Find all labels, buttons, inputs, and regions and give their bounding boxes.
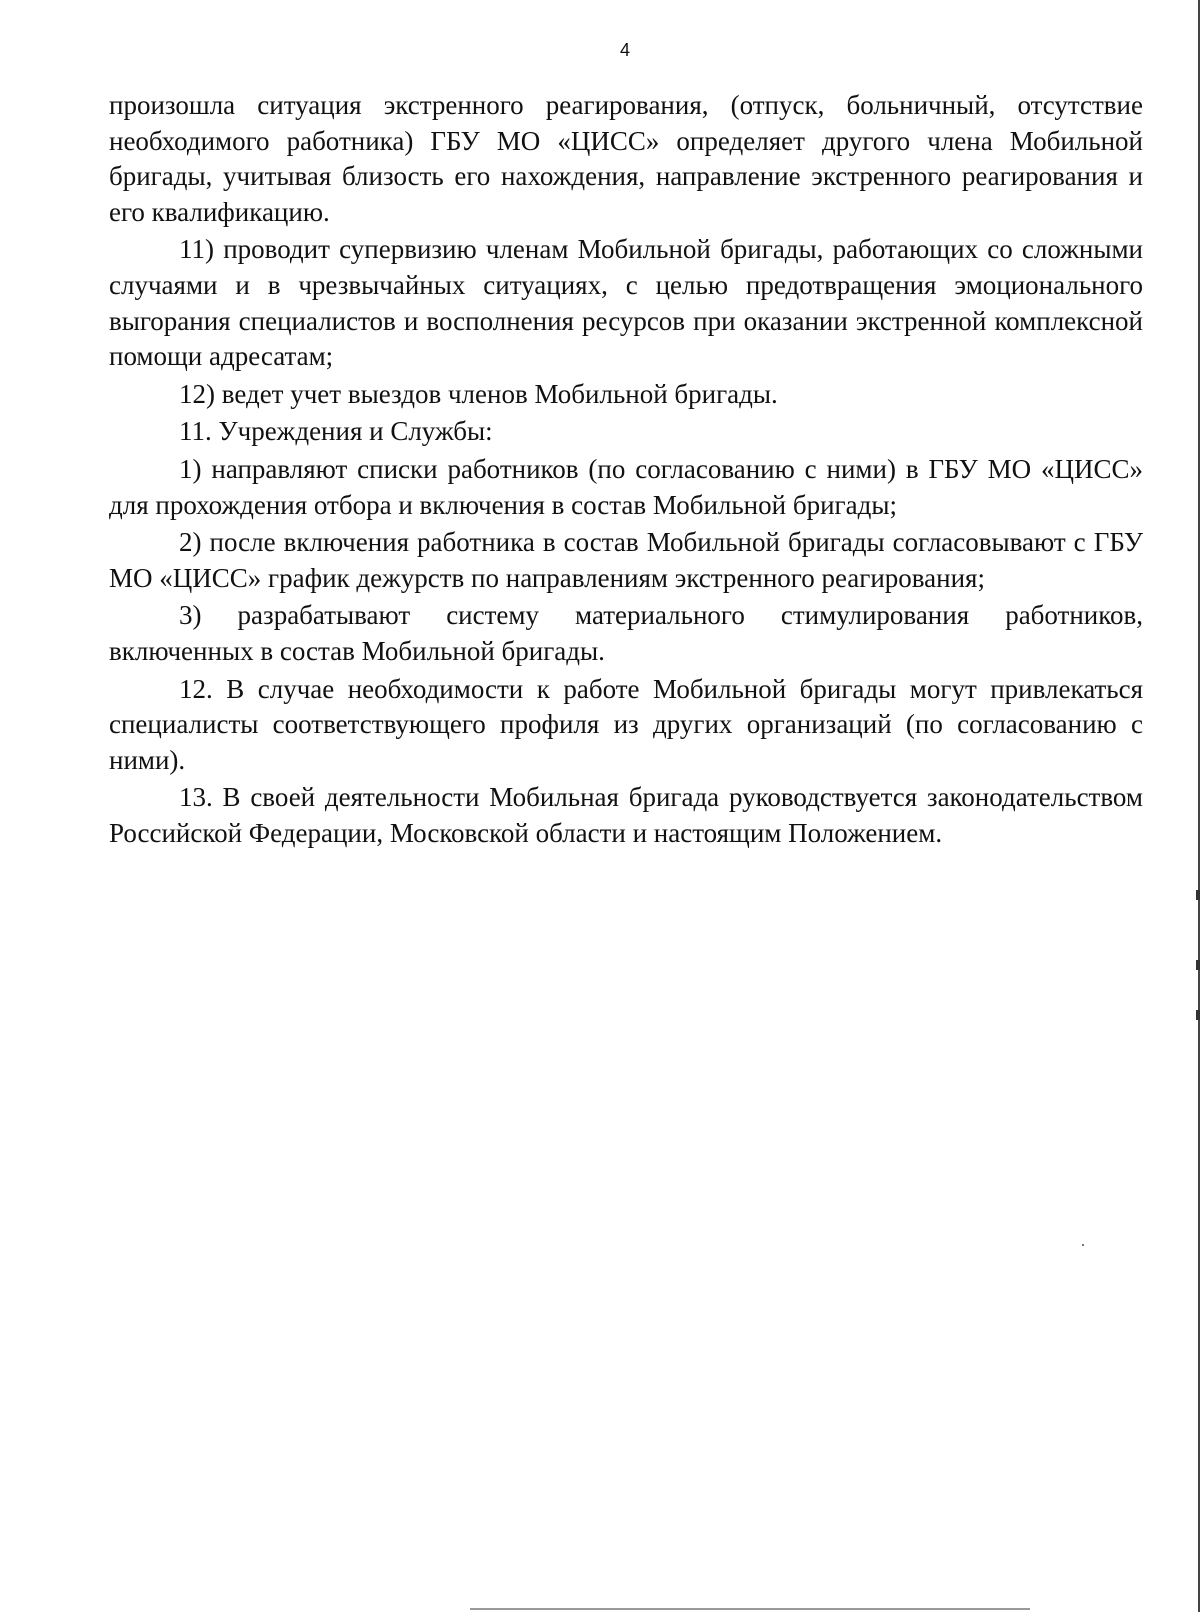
scan-speck [1082, 1244, 1084, 1246]
scan-edge-mark [1196, 890, 1200, 900]
page-number: 4 [619, 40, 630, 60]
paragraph-section-11-item-1: 1) направляют списки работников (по согласованию с ними) в ГБУ МО «ЦИСС» для прохождения отбора и включения в состав Мобильной бригады; [109, 453, 1143, 520]
document-body [109, 88, 1143, 851]
paragraph-section-11: 11. Учреждения и Службы: [179, 416, 493, 447]
scan-bottom-edge [470, 1608, 1030, 1610]
paragraph-item-11: 11) проводит супервизию членам Мобильной бригады, работающих со сложными случаями и в чрезвычайных ситуациях, с целью предотвращения эмоционального выгорания специалистов и восполнения ресурсов при оказании экстренной комплексной помощи адресатам; [109, 234, 1143, 372]
scan-edge-mark [1196, 1010, 1200, 1020]
paragraph-section-12: 12. В случае необходимости к работе Мобильной бригады могут привлекаться специалисты соответствующего профиля из других организаций (по согласованию с ними). [109, 673, 1143, 775]
paragraph-section-11-item-3: 3) разрабатывают систему материального стимулирования работников, включенных в состав Мобильной бригады. [109, 600, 1143, 666]
scan-edge-mark [1196, 960, 1200, 970]
paragraph-item-12: 12) ведет учет выездов членов Мобильной бригады. [179, 378, 778, 409]
paragraph-section-13: 13. В своей деятельности Мобильная бригада руководствуется законодательством Российской Федерации, Московской области и настоящим Положением. [109, 782, 1143, 848]
paragraph-continuation: произошла ситуация экстренного реагирования, (отпуск, больничный, отсутствие необходимого работника) ГБУ МО «ЦИСС» определяет другого члена Мобильной бригады, учитывая близость его нахождения, направление экстренного реагирования и его квалификацию. [109, 90, 1143, 227]
paragraph-section-11-item-2: 2) после включения работника в состав Мобильной бригады согласовывают с ГБУ МО «ЦИСС» график дежурств по направлениям экстренного реагирования; [109, 527, 1143, 593]
